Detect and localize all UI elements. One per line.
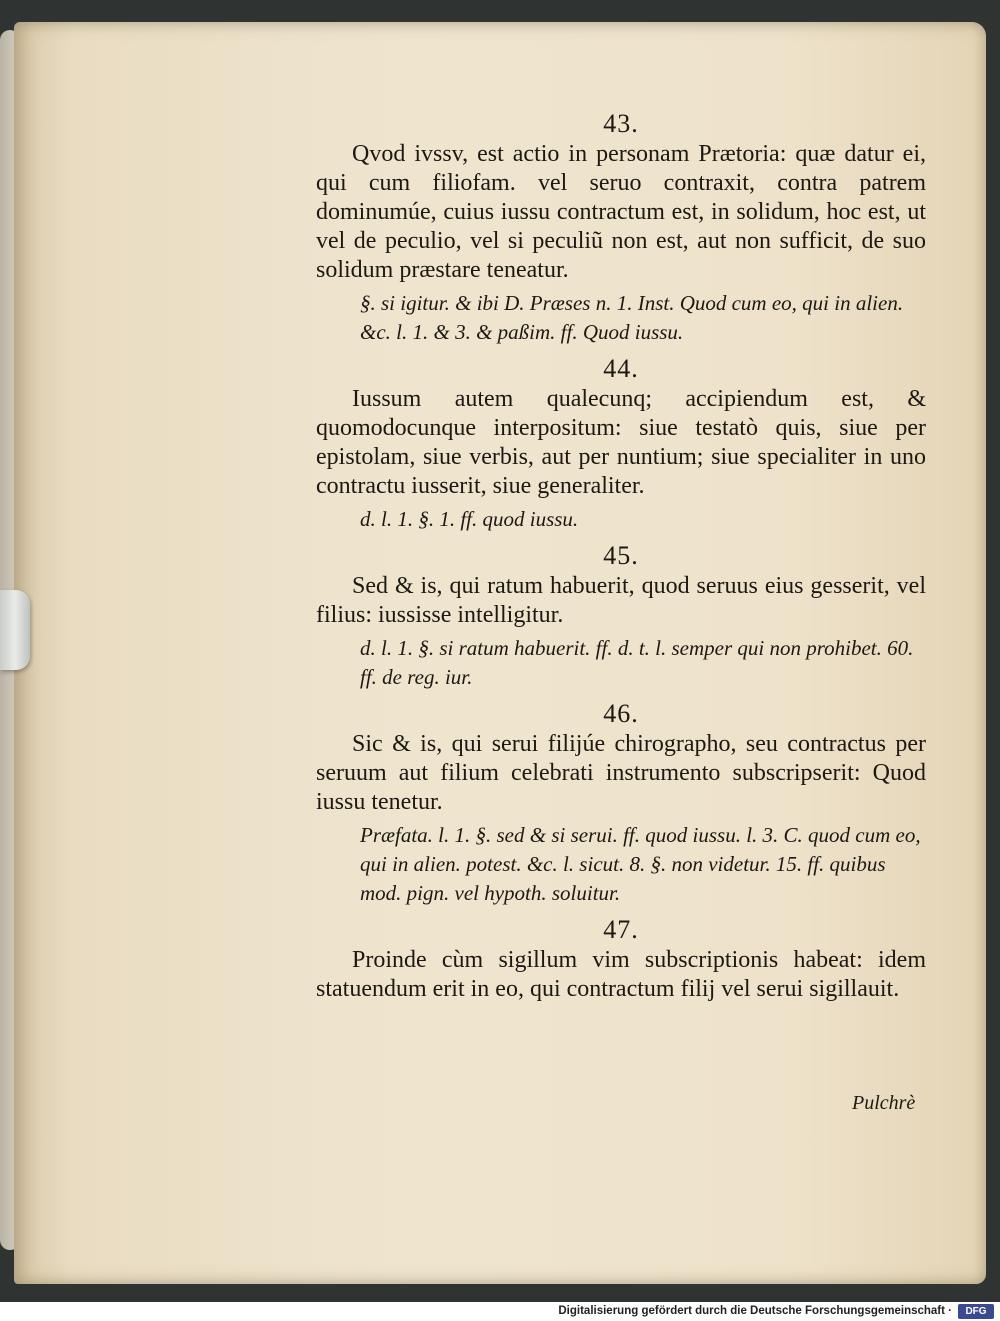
section-number: 46. [603,699,639,728]
funding-notice: Digitalisierung gefördert durch die Deutsche Forschungsgemeinschaft · [558,1305,952,1317]
section-number: 44. [603,354,639,383]
catchword: Pulchrè [852,1092,916,1114]
section-paragraph: Proinde cùm sigillum vim subscriptionis habeat: idem statuendum erit in eo, qui contractum filij vel serui sigillauit. [316,947,926,1002]
section-number: 47. [603,915,639,944]
section-paragraph: Sic & is, qui serui filijúe chirographo, seu contractus per seruum aut filium celebrati instrumento subscripserit: Quod iussu tenetur. [316,731,926,815]
section-paragraph: Sed & is, qui ratum habuerit, quod seruus eius gesserit, vel filius: iussisse intelligitur. [316,573,926,628]
page-text [316,108,926,1004]
section-paragraph: Qvod ivssv, est actio in personam Prætoria: quæ datur ei, qui cum filiofam. vel seruo contraxit, contra patrem dominumúe, cuius iussu contractum est, in solidum, hoc est, ut vel de peculio, vel si peculiũ non est, aut non sufficit, de suo solidum præstare teneatur. [316,141,926,283]
section-citation: d. l. 1. §. si ratum habuerit. ff. d. t. l. semper qui non prohibet. 60. ff. de reg. iur. [360,636,914,689]
section-citation: §. si igitur. & ibi D. Præses n. 1. Inst. Quod cum eo, qui in alien. &c. l. 1. & 3. & paßim. ff. Quod iussu. [360,291,904,344]
section-citation: d. l. 1. §. 1. ff. quod iussu. [360,507,579,531]
page-clip [0,590,30,670]
section-number: 45. [603,541,639,570]
section-citation: Præfata. l. 1. §. sed & si serui. ff. quod iussu. l. 3. C. quod cum eo, qui in alien. potest. &c. l. sicut. 8. §. non videtur. 15. ff. quibus mod. pign. vel hypoth. soluitur. [360,823,921,905]
dfg-logo[interactable]: DFG [958,1304,994,1319]
section-number: 43. [603,109,639,138]
footer-bar [0,1302,1000,1321]
section-paragraph: Iussum autem qualecunq; accipiendum est, & quomodocunque interpositum: siue testatò quis, siue per epistolam, siue verbis, aut per nuntium; siue specialiter in uno contractu iusserit, siue generaliter. [316,386,926,499]
